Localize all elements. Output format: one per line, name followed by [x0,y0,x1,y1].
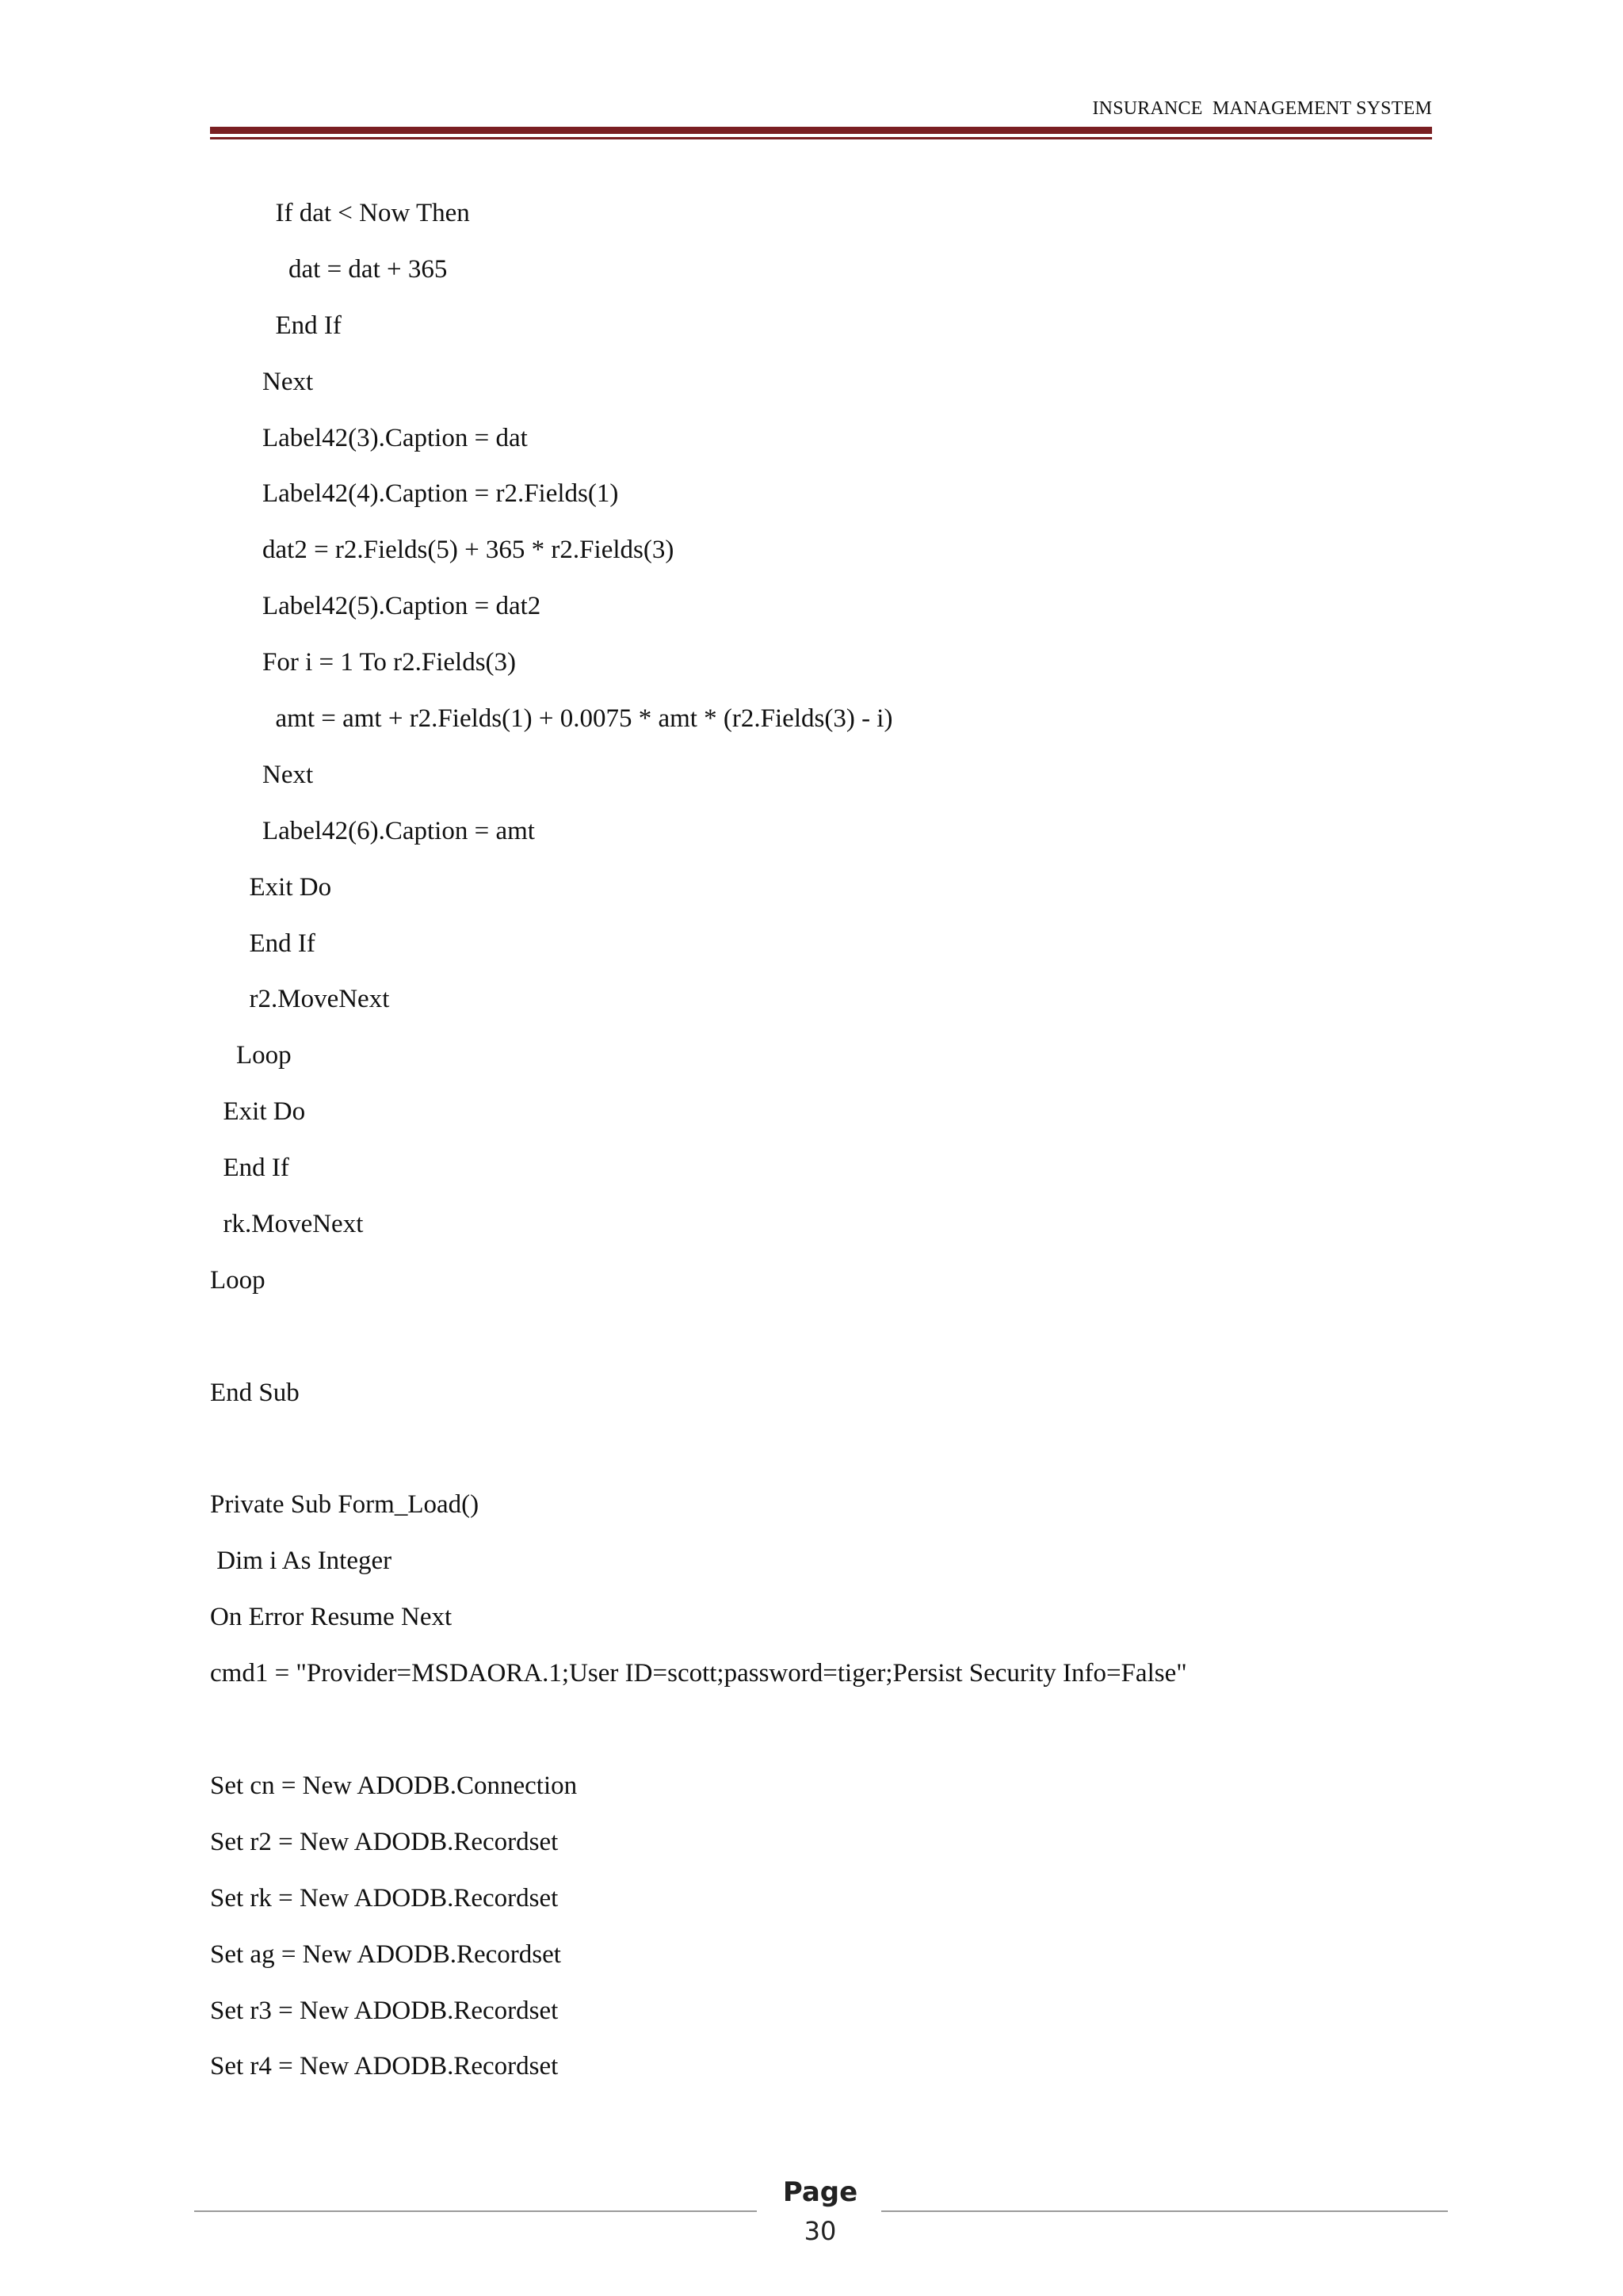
code-line: Exit Do [210,872,332,902]
code-line: rk.MoveNext [210,1210,364,1239]
code-line: If dat < Now Then [210,199,470,227]
code-line [210,1708,1446,1764]
code-line [210,1428,1446,1484]
code-line: Next [210,760,314,789]
code-line: Set cn = New ADODB.Connection [210,1771,578,1800]
footer-page-label: Page [782,2176,858,2208]
code-line: Loop [210,1041,292,1070]
code-line: amt = amt + r2.Fields(1) + 0.0075 * amt * (r2.Fields(3) - i) [210,704,893,734]
header-rule-thin [210,137,1432,139]
code-line: End Sub [210,1378,300,1407]
code-line: For i = 1 To r2.Fields(3) [210,648,517,677]
code-line: Set ag = New ADODB.Recordset [210,1939,561,1969]
footer-page-number: 30 [804,2216,837,2246]
code-line: dat2 = r2.Fields(5) + 365 * r2.Fields(3) [210,536,674,565]
code-listing [210,192,1446,2101]
code-line: Next [210,367,314,396]
code-line: Exit Do [210,1097,306,1127]
running-header-title: INSURANCE MANAGEMENT SYSTEM [1092,98,1432,119]
code-line: End If [210,1154,289,1183]
footer-rule-right [881,2210,1448,2212]
code-line: Loop [210,1265,265,1295]
code-line: cmd1 = "Provider=MSDAORA.1;User ID=scott;password=tiger;Persist Security Info=False" [210,1659,1187,1688]
code-line: On Error Resume Next [210,1603,453,1632]
code-line: dat = dat + 365 [210,254,448,284]
code-line: r2.MoveNext [210,985,390,1014]
code-line: Label42(4).Caption = r2.Fields(1) [210,479,619,509]
footer-rule-left [194,2210,757,2212]
header-rule-thick [210,127,1432,134]
code-line: Label42(5).Caption = dat2 [210,592,541,621]
code-line: End If [210,311,342,340]
code-line: Set r2 = New ADODB.Recordset [210,1827,559,1856]
code-line [210,1315,1446,1371]
code-line: Dim i As Integer [210,1547,392,1576]
code-line: Set r3 = New ADODB.Recordset [210,1996,559,2025]
code-line: End If [210,929,315,958]
code-line: Label42(3).Caption = dat [210,423,528,452]
code-line: Private Sub Form_Load() [210,1490,479,1520]
code-line: Set rk = New ADODB.Recordset [210,1883,559,1913]
code-line: Set r4 = New ADODB.Recordset [210,2052,559,2081]
code-line: Label42(6).Caption = amt [210,816,535,845]
